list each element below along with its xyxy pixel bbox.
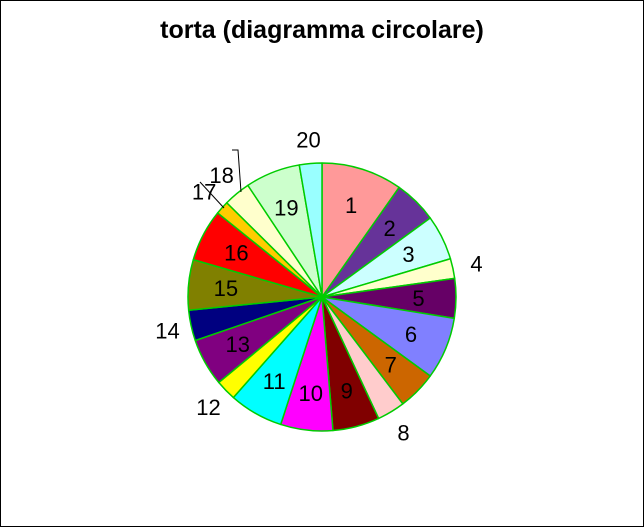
- slice-label-10: 10: [298, 380, 324, 406]
- slice-label-6: 6: [404, 322, 418, 348]
- chart-title: torta (diagramma circolare): [160, 16, 484, 44]
- slice-label-15: 15: [213, 276, 239, 302]
- slice-label-18: 18: [209, 162, 234, 188]
- slice-label-2: 2: [383, 216, 396, 242]
- slice-label-19: 19: [274, 195, 299, 221]
- slice-label-8: 8: [397, 420, 410, 446]
- slice-label-12: 12: [196, 395, 221, 421]
- slice-label-5: 5: [412, 286, 425, 311]
- slice-label-11: 11: [262, 368, 286, 394]
- slice-label-9: 9: [340, 378, 353, 404]
- slice-label-3: 3: [402, 242, 415, 268]
- slice-label-13: 13: [225, 332, 251, 358]
- slice-label-20: 20: [296, 127, 321, 153]
- slice-label-4: 4: [470, 251, 483, 277]
- slice-label-16: 16: [224, 240, 249, 266]
- slice-label-17: 17: [191, 179, 217, 205]
- slice-label-7: 7: [384, 352, 397, 378]
- slice-label-1: 1: [344, 193, 358, 218]
- slice-label-14: 14: [155, 318, 180, 344]
